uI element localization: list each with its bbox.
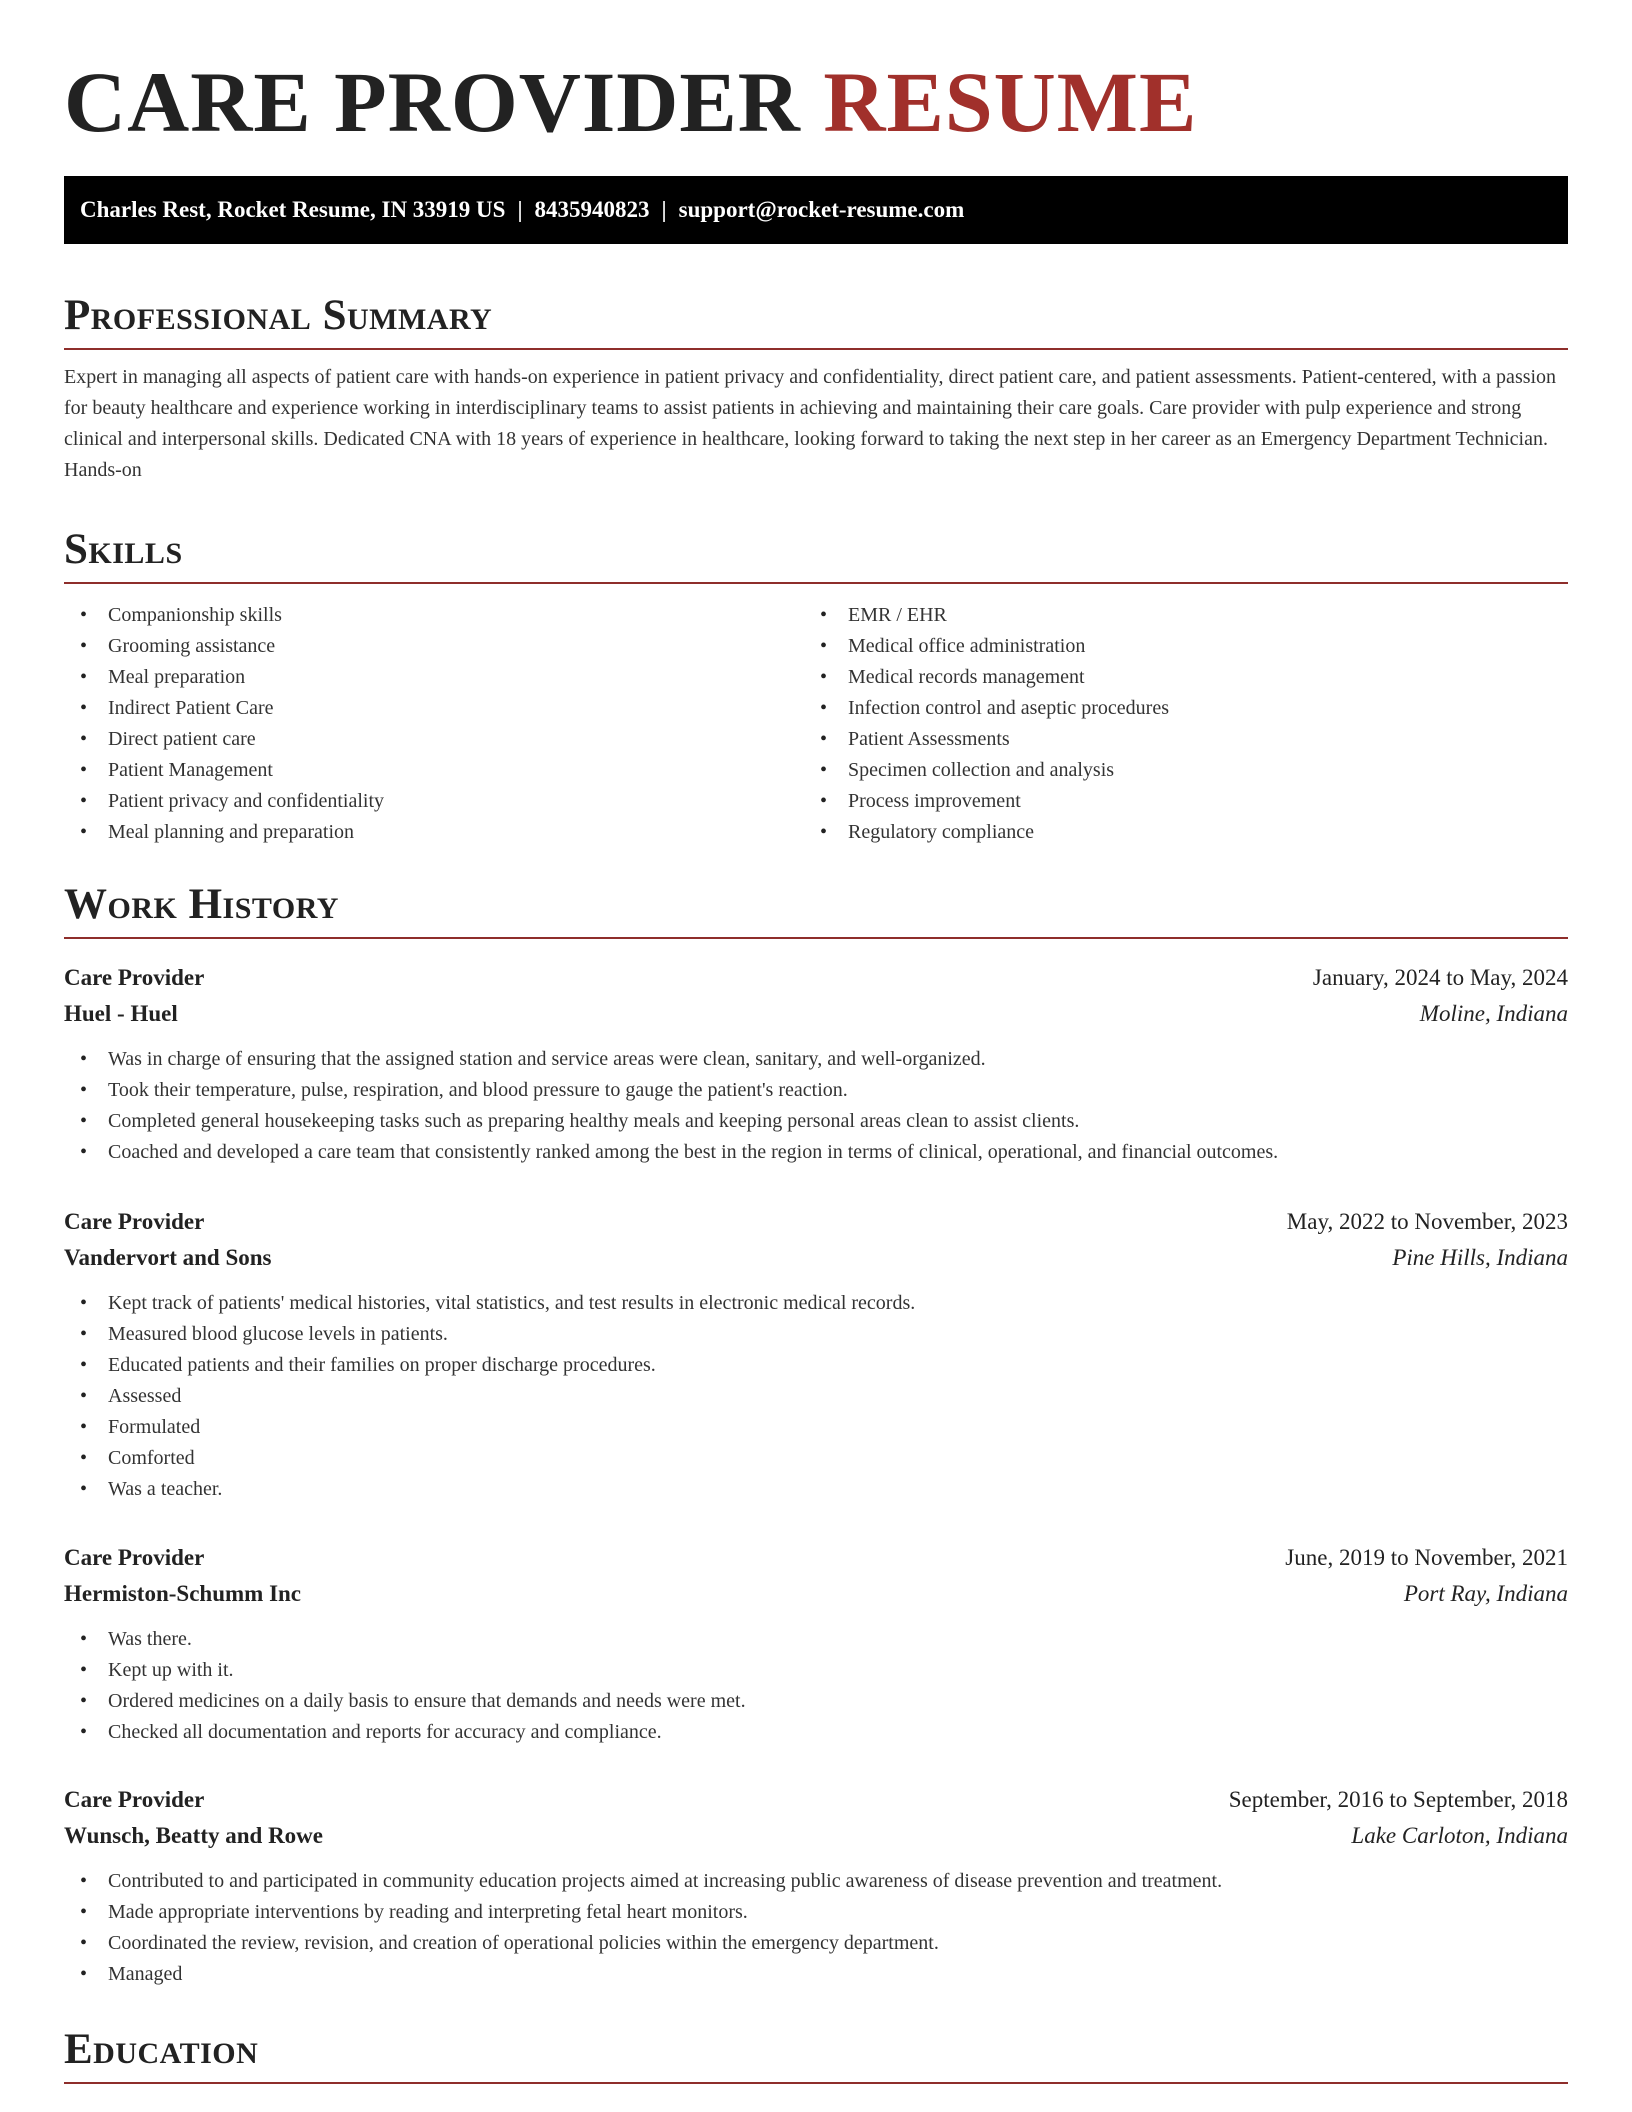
job-duty: • Made appropriate interventions by reading and interpreting fetal heart monitors. — [64, 1897, 1568, 1928]
contact-separator: | — [517, 197, 523, 222]
work-history-heading: Work History — [64, 877, 1568, 939]
job-entry — [64, 1204, 1568, 1505]
job-location: Lake Carloton, Indiana — [1351, 1823, 1568, 1848]
skill-item: • Patient Management — [64, 755, 804, 786]
education-heading: Education — [64, 2022, 1568, 2084]
job-dates: January, 2024 to May, 2024 — [1312, 965, 1568, 990]
job-entry — [64, 1782, 1568, 1990]
skill-item: • Grooming assistance — [64, 631, 804, 662]
job-title: Care Provider — [64, 1787, 205, 1812]
job-title: Care Provider — [64, 1209, 205, 1234]
job-location: Moline, Indiana — [1419, 1001, 1568, 1026]
job-duty: • Coached and developed a care team that consistently ranked among the best in the region in terms of clinical, operational, and financial outcomes. — [64, 1137, 1568, 1168]
education-section — [64, 2022, 1568, 2084]
job-duty: • Checked all documentation and reports for accuracy and compliance. — [64, 1717, 1568, 1748]
summary-text: Expert in managing all aspects of patient care with hands-on experience in patient privacy and confidentiality, direct patient care, and patient assessments. Patient-centered, with a passion for beauty healthcare and experience working in interdisciplinary teams to assist patients in achieving and maintaining their care goals. Care provider with pulp experience and strong clinical and interpersonal skills. Dedicated CNA with 18 years of experience in healthcare, looking forward to taking the next step in her career as an Emergency Department Technician. Hands-on — [64, 366, 1557, 481]
job-duties — [64, 1044, 1568, 1168]
job-duty: • Educated patients and their families on proper discharge procedures. — [64, 1350, 1568, 1381]
job-duties — [64, 1288, 1568, 1505]
job-duties — [64, 1624, 1568, 1748]
skills-left-list — [64, 600, 804, 848]
contact-bar — [64, 176, 1568, 244]
skills-heading: Skills — [64, 522, 1568, 584]
skill-item: • Process improvement — [804, 786, 1544, 817]
job-entry — [64, 960, 1568, 1168]
summary-heading: Professional Summary — [64, 288, 1568, 350]
skill-item: • Meal preparation — [64, 662, 804, 693]
job-location: Pine Hills, Indiana — [1392, 1245, 1568, 1270]
job-dates: May, 2022 to November, 2023 — [1286, 1209, 1568, 1234]
skills-right-list — [804, 600, 1544, 848]
job-dates: June, 2019 to November, 2021 — [1285, 1545, 1568, 1570]
contact-separator: | — [661, 197, 667, 222]
job-duty: • Completed general housekeeping tasks such as preparing healthy meals and keeping personal areas clean to assist clients. — [64, 1106, 1568, 1137]
job-duty: • Coordinated the review, revision, and creation of operational policies within the emergency department. — [64, 1928, 1568, 1959]
job-company: Huel - Huel — [64, 1001, 178, 1026]
job-duty: • Kept up with it. — [64, 1655, 1568, 1686]
skill-item: • Companionship skills — [64, 600, 804, 631]
skills-section — [64, 522, 1568, 848]
skill-item: • Direct patient care — [64, 724, 804, 755]
contact-address: Charles Rest, Rocket Resume, IN 33919 US — [80, 197, 506, 222]
title-accent: RESUME — [823, 54, 1198, 150]
job-location: Port Ray, Indiana — [1403, 1581, 1568, 1606]
resume-title — [64, 52, 1197, 152]
job-duty: • Was a teacher. — [64, 1474, 1568, 1505]
skills-columns — [64, 600, 1568, 848]
job-title: Care Provider — [64, 1545, 205, 1570]
job-duty: • Managed — [64, 1959, 1568, 1990]
title-main: CARE PROVIDER — [64, 54, 801, 150]
job-company: Vandervort and Sons — [64, 1245, 272, 1270]
job-company: Wunsch, Beatty and Rowe — [64, 1823, 323, 1848]
work-history-section — [64, 877, 1568, 939]
job-company: Hermiston-Schumm Inc — [64, 1581, 302, 1606]
summary-section — [64, 288, 1568, 486]
skill-item: • Medical records management — [804, 662, 1544, 693]
skill-item: • Patient privacy and confidentiality — [64, 786, 804, 817]
skill-item: • EMR / EHR — [804, 600, 1544, 631]
skill-item: • Specimen collection and analysis — [804, 755, 1544, 786]
skill-item: • Patient Assessments — [804, 724, 1544, 755]
job-duty: • Kept track of patients' medical histories, vital statistics, and test results in electronic medical records. — [64, 1288, 1568, 1319]
job-duty: • Comforted — [64, 1443, 1568, 1474]
job-duty: • Contributed to and participated in community education projects aimed at increasing public awareness of disease prevention and treatment. — [64, 1866, 1568, 1897]
contact-email[interactable]: support@rocket-resume.com — [678, 197, 965, 222]
job-duty: • Ordered medicines on a daily basis to ensure that demands and needs were met. — [64, 1686, 1568, 1717]
job-duty: • Took their temperature, pulse, respiration, and blood pressure to gauge the patient's reaction. — [64, 1075, 1568, 1106]
job-duties — [64, 1866, 1568, 1990]
job-duty: • Assessed — [64, 1381, 1568, 1412]
job-title: Care Provider — [64, 965, 205, 990]
job-duty: • Was there. — [64, 1624, 1568, 1655]
contact-phone[interactable]: 8435940823 — [534, 197, 650, 222]
skill-item: • Infection control and aseptic procedures — [804, 693, 1544, 724]
job-duty: • Measured blood glucose levels in patients. — [64, 1319, 1568, 1350]
skill-item: • Regulatory compliance — [804, 817, 1544, 848]
job-duty: • Was in charge of ensuring that the assigned station and service areas were clean, sanitary, and well-organized. — [64, 1044, 1568, 1075]
job-entry — [64, 1540, 1568, 1748]
skill-item: • Meal planning and preparation — [64, 817, 804, 848]
job-duty: • Formulated — [64, 1412, 1568, 1443]
skill-item: • Indirect Patient Care — [64, 693, 804, 724]
job-dates: September, 2016 to September, 2018 — [1228, 1787, 1568, 1812]
skill-item: • Medical office administration — [804, 631, 1544, 662]
